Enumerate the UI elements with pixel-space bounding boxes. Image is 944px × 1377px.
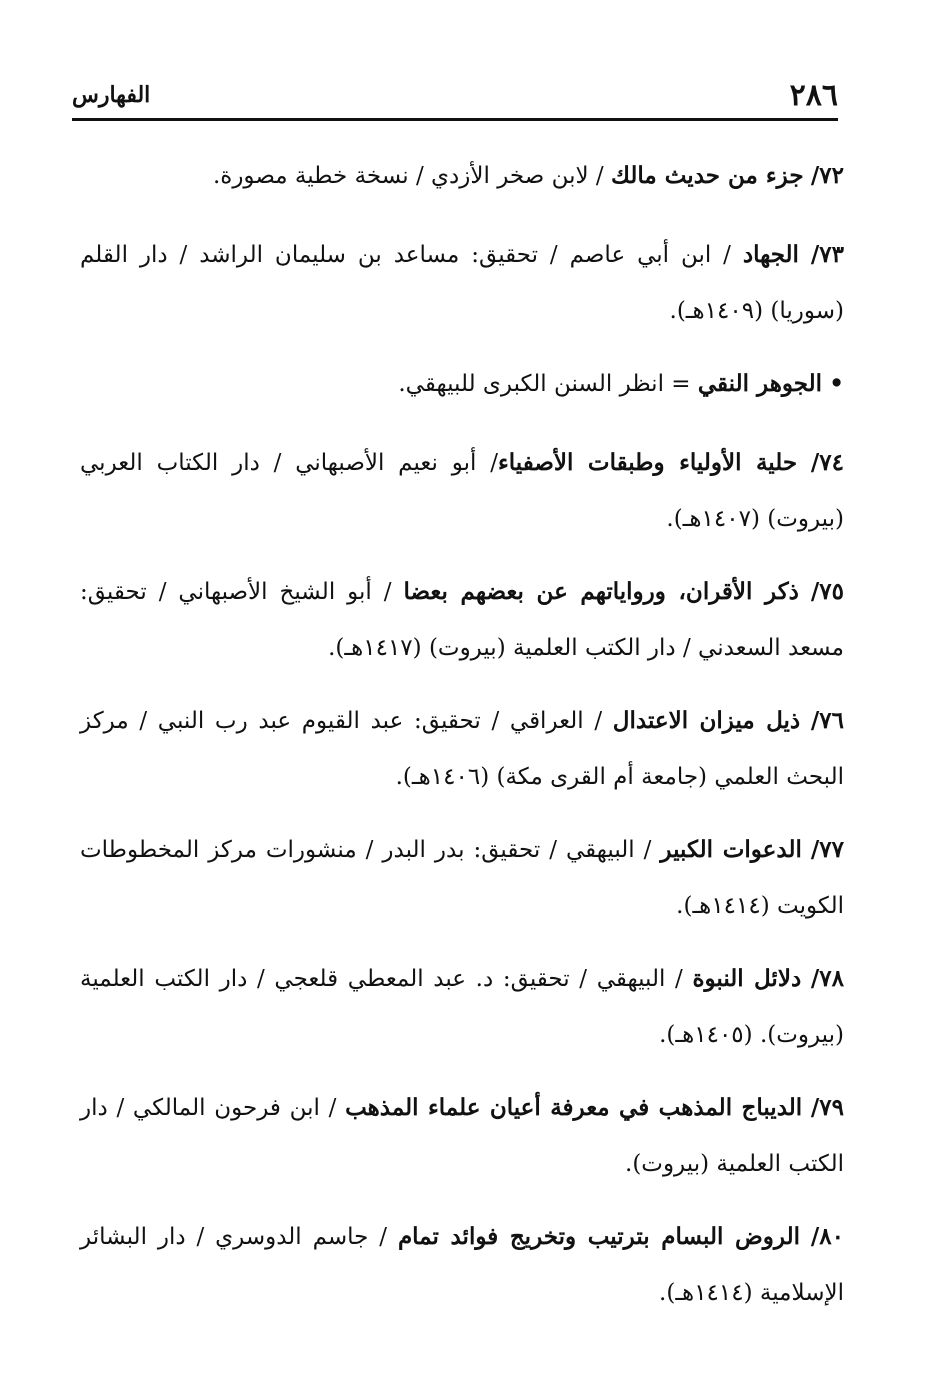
entry-title: الروض البسام بترتيب وتخريج فوائد تمام [397,1223,800,1250]
entry-number: ٧٧/ [810,836,845,863]
bibliography-entry [80,951,844,1063]
entry-title: الجوهر النقي [697,370,822,397]
bibliography-entry [80,148,844,204]
bibliography-entry [80,693,844,805]
entry-details: = انظر السنن الكبرى للبيهقي. [398,371,698,397]
entry-details: / لابن صخر الأزدي / نسخة خطية مصورة. [212,163,611,189]
bibliography-entry [80,822,844,934]
bibliography-entry [80,227,844,339]
bibliography-entry [80,1209,844,1321]
page-header [72,78,838,121]
entry-title: جزء من حديث مالك [610,162,804,189]
entry-details: / جاسم الدوسري / دار البشائر الإسلامية (١٤١٤هـ). [80,1224,844,1306]
entry-details: / البيهقي / تحقيق: د. عبد المعطي قلعجي / دار الكتب العلمية (بيروت). (١٤٠٥هـ). [80,966,844,1048]
bibliography-entry [80,356,844,412]
entry-details: / العراقي / تحقيق: عبد القيوم عبد رب النبي / مركز البحث العلمي (جامعة أم القرى مكة) (١٤٠٦هـ). [80,708,844,790]
bibliography-entry [80,564,844,676]
running-title: الفهارس [72,82,151,108]
entry-title: الجهاد [742,241,799,268]
bullet-icon: • [829,370,844,397]
entry-title: الديباج المذهب في معرفة أعيان علماء المذهب [345,1094,803,1121]
entry-title: الدعوات الكبير [660,836,802,863]
entry-details: / أبو نعيم الأصبهاني / دار الكتاب العربي (بيروت) (١٤٠٧هـ). [80,450,844,532]
bibliography-entry [80,435,844,547]
entry-number: ٧٩/ [810,1094,845,1121]
entry-number: ٧٦/ [810,707,845,734]
bibliography-entry [80,1080,844,1192]
bibliography-list [80,148,844,1338]
entry-number: ٨٠/ [810,1223,844,1250]
entry-title: دلائل النبوة [692,965,802,992]
entry-details: / أبو الشيخ الأصبهاني / تحقيق: مسعد السعدني / دار الكتب العلمية (بيروت) (١٤١٧هـ). [80,579,844,661]
page-number: ٢٨٦ [789,78,838,113]
entry-details: / البيهقي / تحقيق: بدر البدر / منشورات مركز المخطوطات الكويت (١٤١٤هـ). [80,837,844,919]
entry-title: ذكر الأقران، ورواياتهم عن بعضهم بعضا [403,578,799,605]
entry-number: ٧٥/ [810,578,845,605]
entry-number: ٧٨/ [810,965,844,992]
entry-number: ٧٤/ [810,449,845,476]
entry-details: / ابن فرحون المالكي / دار الكتب العلمية (بيروت). [80,1095,844,1177]
entry-details: / ابن أبي عاصم / تحقيق: مساعد بن سليمان الراشد / دار القلم (سوريا) (١٤٠٩هـ). [80,242,844,324]
entry-number: ٧٣/ [810,241,844,268]
entry-number: ٧٢/ [810,162,844,189]
entry-title: ذيل ميزان الاعتدال [612,707,801,734]
entry-title: حلية الأولياء وطبقات الأصفياء [497,449,798,476]
